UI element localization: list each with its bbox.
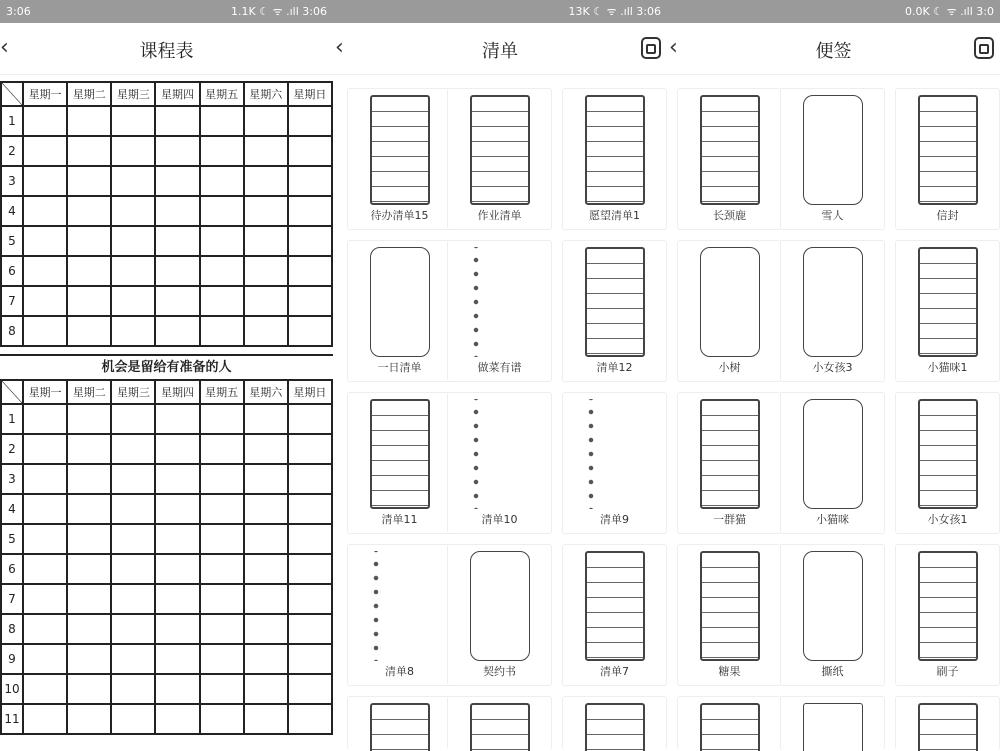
table-row	[1, 136, 332, 166]
day-header: 星期二	[67, 82, 111, 106]
class-cell[interactable]	[200, 286, 244, 316]
template-card[interactable]	[447, 392, 552, 534]
template-thumbnail	[803, 95, 863, 205]
class-cell[interactable]	[244, 106, 288, 136]
day-header: 星期三	[111, 380, 155, 404]
class-cell[interactable]	[155, 494, 199, 524]
class-cell[interactable]	[23, 554, 67, 584]
back-icon[interactable]: ‹	[0, 35, 9, 60]
day-header: 星期六	[244, 82, 288, 106]
day-header: 星期三	[111, 82, 155, 106]
table-row	[1, 226, 332, 256]
period-number: 4	[1, 494, 23, 524]
template-label: 信封	[936, 209, 959, 222]
template-card[interactable]	[562, 544, 667, 686]
class-cell[interactable]	[111, 166, 155, 196]
class-cell[interactable]	[67, 226, 111, 256]
template-card[interactable]	[347, 544, 452, 686]
template-card[interactable]	[677, 696, 782, 750]
class-cell[interactable]	[200, 196, 244, 226]
class-cell[interactable]	[244, 434, 288, 464]
template-card[interactable]	[347, 696, 452, 750]
template-thumbnail	[470, 95, 530, 205]
class-cell[interactable]	[155, 196, 199, 226]
class-cell[interactable]	[155, 434, 199, 464]
template-label: 清单9	[600, 513, 629, 526]
period-number: 1	[1, 106, 23, 136]
class-cell[interactable]	[200, 434, 244, 464]
template-card[interactable]	[447, 240, 552, 382]
template-card[interactable]	[780, 88, 885, 230]
template-thumbnail	[585, 247, 645, 357]
class-cell[interactable]	[67, 316, 111, 346]
class-cell[interactable]	[244, 196, 288, 226]
corner-cell	[1, 380, 23, 404]
class-cell[interactable]	[288, 106, 332, 136]
class-cell[interactable]	[244, 226, 288, 256]
class-cell[interactable]	[244, 286, 288, 316]
template-label: 清单11	[381, 513, 418, 526]
template-thumbnail	[470, 551, 530, 661]
class-cell[interactable]	[288, 674, 332, 704]
class-cell[interactable]	[23, 316, 67, 346]
template-thumbnail	[370, 247, 430, 357]
period-number: 4	[1, 196, 23, 226]
table-row	[1, 704, 332, 734]
template-card[interactable]	[677, 392, 782, 534]
class-cell[interactable]	[111, 704, 155, 734]
class-cell[interactable]	[288, 644, 332, 674]
template-card[interactable]	[780, 544, 885, 686]
table-row	[1, 106, 332, 136]
template-card[interactable]	[447, 544, 552, 686]
template-thumbnail	[918, 95, 978, 205]
notes-panel	[667, 0, 1000, 750]
archive-icon[interactable]	[641, 37, 661, 59]
template-thumbnail	[803, 399, 863, 509]
class-cell[interactable]	[67, 524, 111, 554]
class-cell[interactable]	[23, 464, 67, 494]
class-cell[interactable]	[67, 286, 111, 316]
class-cell[interactable]	[244, 704, 288, 734]
corner-cell	[1, 82, 23, 106]
table-row	[1, 674, 332, 704]
class-cell[interactable]	[111, 464, 155, 494]
template-card[interactable]	[895, 88, 1000, 230]
header	[0, 23, 333, 75]
class-cell[interactable]	[288, 704, 332, 734]
period-number: 3	[1, 166, 23, 196]
header	[667, 23, 1000, 75]
class-cell[interactable]	[23, 614, 67, 644]
day-header: 星期一	[23, 82, 67, 106]
class-cell[interactable]	[23, 106, 67, 136]
class-cell[interactable]	[23, 644, 67, 674]
class-cell[interactable]	[67, 166, 111, 196]
template-card[interactable]	[347, 392, 452, 534]
period-number: 8	[1, 316, 23, 346]
class-cell[interactable]	[155, 256, 199, 286]
timetable-panel	[0, 0, 333, 750]
class-cell[interactable]	[155, 464, 199, 494]
template-thumbnail	[585, 95, 645, 205]
class-cell[interactable]	[288, 524, 332, 554]
period-number: 9	[1, 644, 23, 674]
class-cell[interactable]	[155, 644, 199, 674]
template-thumbnail	[918, 551, 978, 661]
timetable-bottom	[0, 379, 333, 735]
class-cell[interactable]	[111, 404, 155, 434]
header	[333, 23, 667, 75]
class-cell[interactable]	[111, 226, 155, 256]
period-number: 8	[1, 614, 23, 644]
class-cell[interactable]	[200, 524, 244, 554]
class-cell[interactable]	[288, 256, 332, 286]
template-card[interactable]	[895, 544, 1000, 686]
class-cell[interactable]	[288, 434, 332, 464]
class-cell[interactable]	[200, 316, 244, 346]
class-cell[interactable]	[111, 196, 155, 226]
template-thumbnail	[585, 703, 645, 751]
template-label: 做菜有谱	[477, 361, 522, 374]
class-cell[interactable]	[288, 166, 332, 196]
template-label: 愿望清单1	[589, 209, 640, 222]
template-card[interactable]	[447, 696, 552, 750]
class-cell[interactable]	[244, 494, 288, 524]
class-cell[interactable]	[200, 256, 244, 286]
class-cell[interactable]	[244, 316, 288, 346]
class-cell[interactable]	[23, 494, 67, 524]
table-row	[1, 256, 332, 286]
template-thumbnail	[803, 703, 863, 751]
table-row	[1, 524, 332, 554]
status-bar	[0, 0, 333, 23]
class-cell[interactable]	[155, 584, 199, 614]
template-label: 糖果	[718, 665, 741, 678]
class-cell[interactable]	[67, 614, 111, 644]
class-cell[interactable]	[155, 524, 199, 554]
template-thumbnail	[370, 399, 430, 509]
table-row	[1, 554, 332, 584]
period-number: 1	[1, 404, 23, 434]
template-card[interactable]	[677, 88, 782, 230]
template-label: 清单10	[481, 513, 518, 526]
template-card[interactable]	[347, 88, 452, 230]
template-label: 作业清单	[477, 209, 522, 222]
day-header: 星期五	[200, 82, 244, 106]
timetable-top	[0, 81, 333, 347]
template-label: 小女孩3	[812, 361, 853, 374]
class-cell[interactable]	[244, 136, 288, 166]
class-cell[interactable]	[67, 464, 111, 494]
class-cell[interactable]	[23, 434, 67, 464]
class-cell[interactable]	[244, 554, 288, 584]
template-card[interactable]	[677, 544, 782, 686]
class-cell[interactable]	[288, 226, 332, 256]
page-title: 清单	[482, 41, 518, 62]
template-label: 撕纸	[821, 665, 844, 678]
day-header: 星期四	[155, 380, 199, 404]
class-cell[interactable]	[200, 404, 244, 434]
class-cell[interactable]	[111, 136, 155, 166]
class-cell[interactable]	[111, 614, 155, 644]
back-icon[interactable]: ‹	[335, 35, 344, 60]
class-cell[interactable]	[111, 316, 155, 346]
class-cell[interactable]	[244, 464, 288, 494]
class-cell[interactable]	[111, 286, 155, 316]
template-card[interactable]	[347, 240, 452, 382]
period-number: 7	[1, 286, 23, 316]
template-thumbnail	[585, 399, 645, 509]
table-header-row	[1, 82, 332, 106]
class-cell[interactable]	[111, 256, 155, 286]
template-thumbnail	[700, 247, 760, 357]
day-header: 星期日	[288, 82, 332, 106]
class-cell[interactable]	[244, 524, 288, 554]
class-cell[interactable]	[244, 644, 288, 674]
template-card[interactable]	[780, 696, 885, 750]
class-cell[interactable]	[200, 644, 244, 674]
class-cell[interactable]	[288, 614, 332, 644]
table-row	[1, 464, 332, 494]
class-cell[interactable]	[288, 464, 332, 494]
status-icons: 13K ☾ ᯤ .ıll 3:06	[568, 5, 661, 18]
class-cell[interactable]	[155, 614, 199, 644]
template-card[interactable]	[562, 392, 667, 534]
template-card[interactable]	[562, 88, 667, 230]
class-cell[interactable]	[200, 106, 244, 136]
table-row	[1, 166, 332, 196]
class-cell[interactable]	[244, 404, 288, 434]
class-cell[interactable]	[155, 106, 199, 136]
period-number: 3	[1, 464, 23, 494]
template-thumbnail	[803, 247, 863, 357]
period-number: 2	[1, 136, 23, 166]
template-thumbnail	[700, 399, 760, 509]
class-cell[interactable]	[111, 434, 155, 464]
template-thumbnail	[370, 95, 430, 205]
template-label: 一群猫	[713, 513, 746, 526]
class-cell[interactable]	[155, 286, 199, 316]
template-card[interactable]	[780, 240, 885, 382]
class-cell[interactable]	[288, 584, 332, 614]
class-cell[interactable]	[155, 226, 199, 256]
back-icon[interactable]: ‹	[669, 35, 678, 60]
template-card[interactable]	[895, 392, 1000, 534]
template-thumbnail	[700, 703, 760, 751]
period-number: 6	[1, 554, 23, 584]
table-header-row	[1, 380, 332, 404]
class-cell[interactable]	[288, 494, 332, 524]
template-label: 小女孩1	[927, 513, 968, 526]
day-header: 星期六	[244, 380, 288, 404]
class-cell[interactable]	[67, 256, 111, 286]
class-cell[interactable]	[200, 136, 244, 166]
class-cell[interactable]	[111, 524, 155, 554]
template-label: 雪人	[821, 209, 844, 222]
template-thumbnail	[370, 551, 430, 661]
page-title: 便签	[815, 41, 852, 62]
day-header: 星期一	[23, 380, 67, 404]
table-row	[1, 644, 332, 674]
class-cell[interactable]	[111, 106, 155, 136]
template-card[interactable]	[562, 696, 667, 750]
class-cell[interactable]	[155, 166, 199, 196]
class-cell[interactable]	[67, 404, 111, 434]
table-row	[1, 494, 332, 524]
table-row	[1, 434, 332, 464]
status-bar	[667, 0, 1000, 23]
period-number: 10	[1, 674, 23, 704]
day-header: 星期五	[200, 380, 244, 404]
day-header: 星期二	[67, 380, 111, 404]
class-cell[interactable]	[200, 554, 244, 584]
class-cell[interactable]	[67, 196, 111, 226]
period-number: 11	[1, 704, 23, 734]
class-cell[interactable]	[23, 166, 67, 196]
class-cell[interactable]	[200, 464, 244, 494]
class-cell[interactable]	[288, 286, 332, 316]
class-cell[interactable]	[23, 286, 67, 316]
template-label: 待办清单15	[370, 209, 429, 222]
class-cell[interactable]	[155, 704, 199, 734]
day-header: 星期四	[155, 82, 199, 106]
template-label: 小猫咪	[816, 513, 849, 526]
template-thumbnail	[918, 399, 978, 509]
template-thumbnail	[700, 551, 760, 661]
status-bar	[333, 0, 667, 23]
template-label: 清单12	[596, 361, 633, 374]
class-cell[interactable]	[67, 644, 111, 674]
class-cell[interactable]	[155, 136, 199, 166]
template-card[interactable]	[562, 240, 667, 382]
status-icons: 0.0K ☾ ᯤ .ıll 3:0	[905, 5, 994, 18]
class-cell[interactable]	[155, 554, 199, 584]
template-label: 清单8	[385, 665, 414, 678]
class-cell[interactable]	[23, 404, 67, 434]
class-cell[interactable]	[200, 704, 244, 734]
class-cell[interactable]	[155, 404, 199, 434]
status-icons: 1.1K ☾ ᯤ .ıll 3:06	[231, 5, 327, 18]
class-cell[interactable]	[23, 226, 67, 256]
class-cell[interactable]	[67, 584, 111, 614]
template-thumbnail	[470, 399, 530, 509]
template-label: 一日清单	[377, 361, 422, 374]
template-card[interactable]	[780, 392, 885, 534]
class-cell[interactable]	[111, 674, 155, 704]
period-number: 7	[1, 584, 23, 614]
table-row	[1, 196, 332, 226]
template-label: 长颈鹿	[713, 209, 746, 222]
class-cell[interactable]	[288, 404, 332, 434]
class-cell[interactable]	[23, 584, 67, 614]
template-thumbnail	[918, 247, 978, 357]
table-row	[1, 316, 332, 346]
class-cell[interactable]	[200, 494, 244, 524]
class-cell[interactable]	[23, 136, 67, 166]
template-thumbnail	[470, 703, 530, 751]
class-cell[interactable]	[288, 136, 332, 166]
template-label: 契约书	[483, 665, 516, 678]
class-cell[interactable]	[155, 674, 199, 704]
class-cell[interactable]	[67, 554, 111, 584]
class-cell[interactable]	[244, 256, 288, 286]
template-card[interactable]	[447, 88, 552, 230]
class-cell[interactable]	[244, 584, 288, 614]
class-cell[interactable]	[67, 494, 111, 524]
class-cell[interactable]	[200, 674, 244, 704]
checklist-panel	[333, 0, 667, 750]
template-label: 小猫咪1	[927, 361, 968, 374]
table-row	[1, 584, 332, 614]
class-cell[interactable]	[111, 494, 155, 524]
page-title: 课程表	[139, 41, 194, 62]
template-label: 刷子	[936, 665, 959, 678]
period-number: 5	[1, 226, 23, 256]
class-cell[interactable]	[200, 584, 244, 614]
class-cell[interactable]	[155, 316, 199, 346]
class-cell[interactable]	[288, 316, 332, 346]
template-thumbnail	[585, 551, 645, 661]
day-header: 星期日	[288, 380, 332, 404]
class-cell[interactable]	[67, 674, 111, 704]
class-cell[interactable]	[200, 166, 244, 196]
class-cell[interactable]	[244, 614, 288, 644]
template-thumbnail	[918, 703, 978, 751]
period-number: 6	[1, 256, 23, 286]
class-cell[interactable]	[288, 554, 332, 584]
class-cell[interactable]	[244, 166, 288, 196]
template-thumbnail	[803, 551, 863, 661]
template-label: 清单7	[600, 665, 629, 678]
class-cell[interactable]	[67, 136, 111, 166]
class-cell[interactable]	[23, 196, 67, 226]
class-cell[interactable]	[200, 226, 244, 256]
class-cell[interactable]	[23, 704, 67, 734]
period-number: 5	[1, 524, 23, 554]
table-row	[1, 404, 332, 434]
status-time: 3:06	[6, 5, 31, 18]
class-cell[interactable]	[244, 674, 288, 704]
class-cell[interactable]	[67, 106, 111, 136]
template-card[interactable]	[677, 240, 782, 382]
template-card[interactable]	[895, 240, 1000, 382]
class-cell[interactable]	[111, 584, 155, 614]
template-thumbnail	[370, 703, 430, 751]
template-card[interactable]	[895, 696, 1000, 750]
table-row	[1, 286, 332, 316]
class-cell[interactable]	[288, 196, 332, 226]
class-cell[interactable]	[23, 524, 67, 554]
class-cell[interactable]	[23, 256, 67, 286]
template-thumbnail	[470, 247, 530, 357]
class-cell[interactable]	[23, 674, 67, 704]
class-cell[interactable]	[67, 704, 111, 734]
timetable-motto: 机会是留给有准备的人	[0, 354, 333, 380]
class-cell[interactable]	[111, 554, 155, 584]
class-cell[interactable]	[67, 434, 111, 464]
period-number: 2	[1, 434, 23, 464]
class-cell[interactable]	[200, 614, 244, 644]
template-thumbnail	[700, 95, 760, 205]
archive-icon[interactable]	[974, 37, 994, 59]
class-cell[interactable]	[111, 644, 155, 674]
template-label: 小树	[718, 361, 741, 374]
table-row	[1, 614, 332, 644]
